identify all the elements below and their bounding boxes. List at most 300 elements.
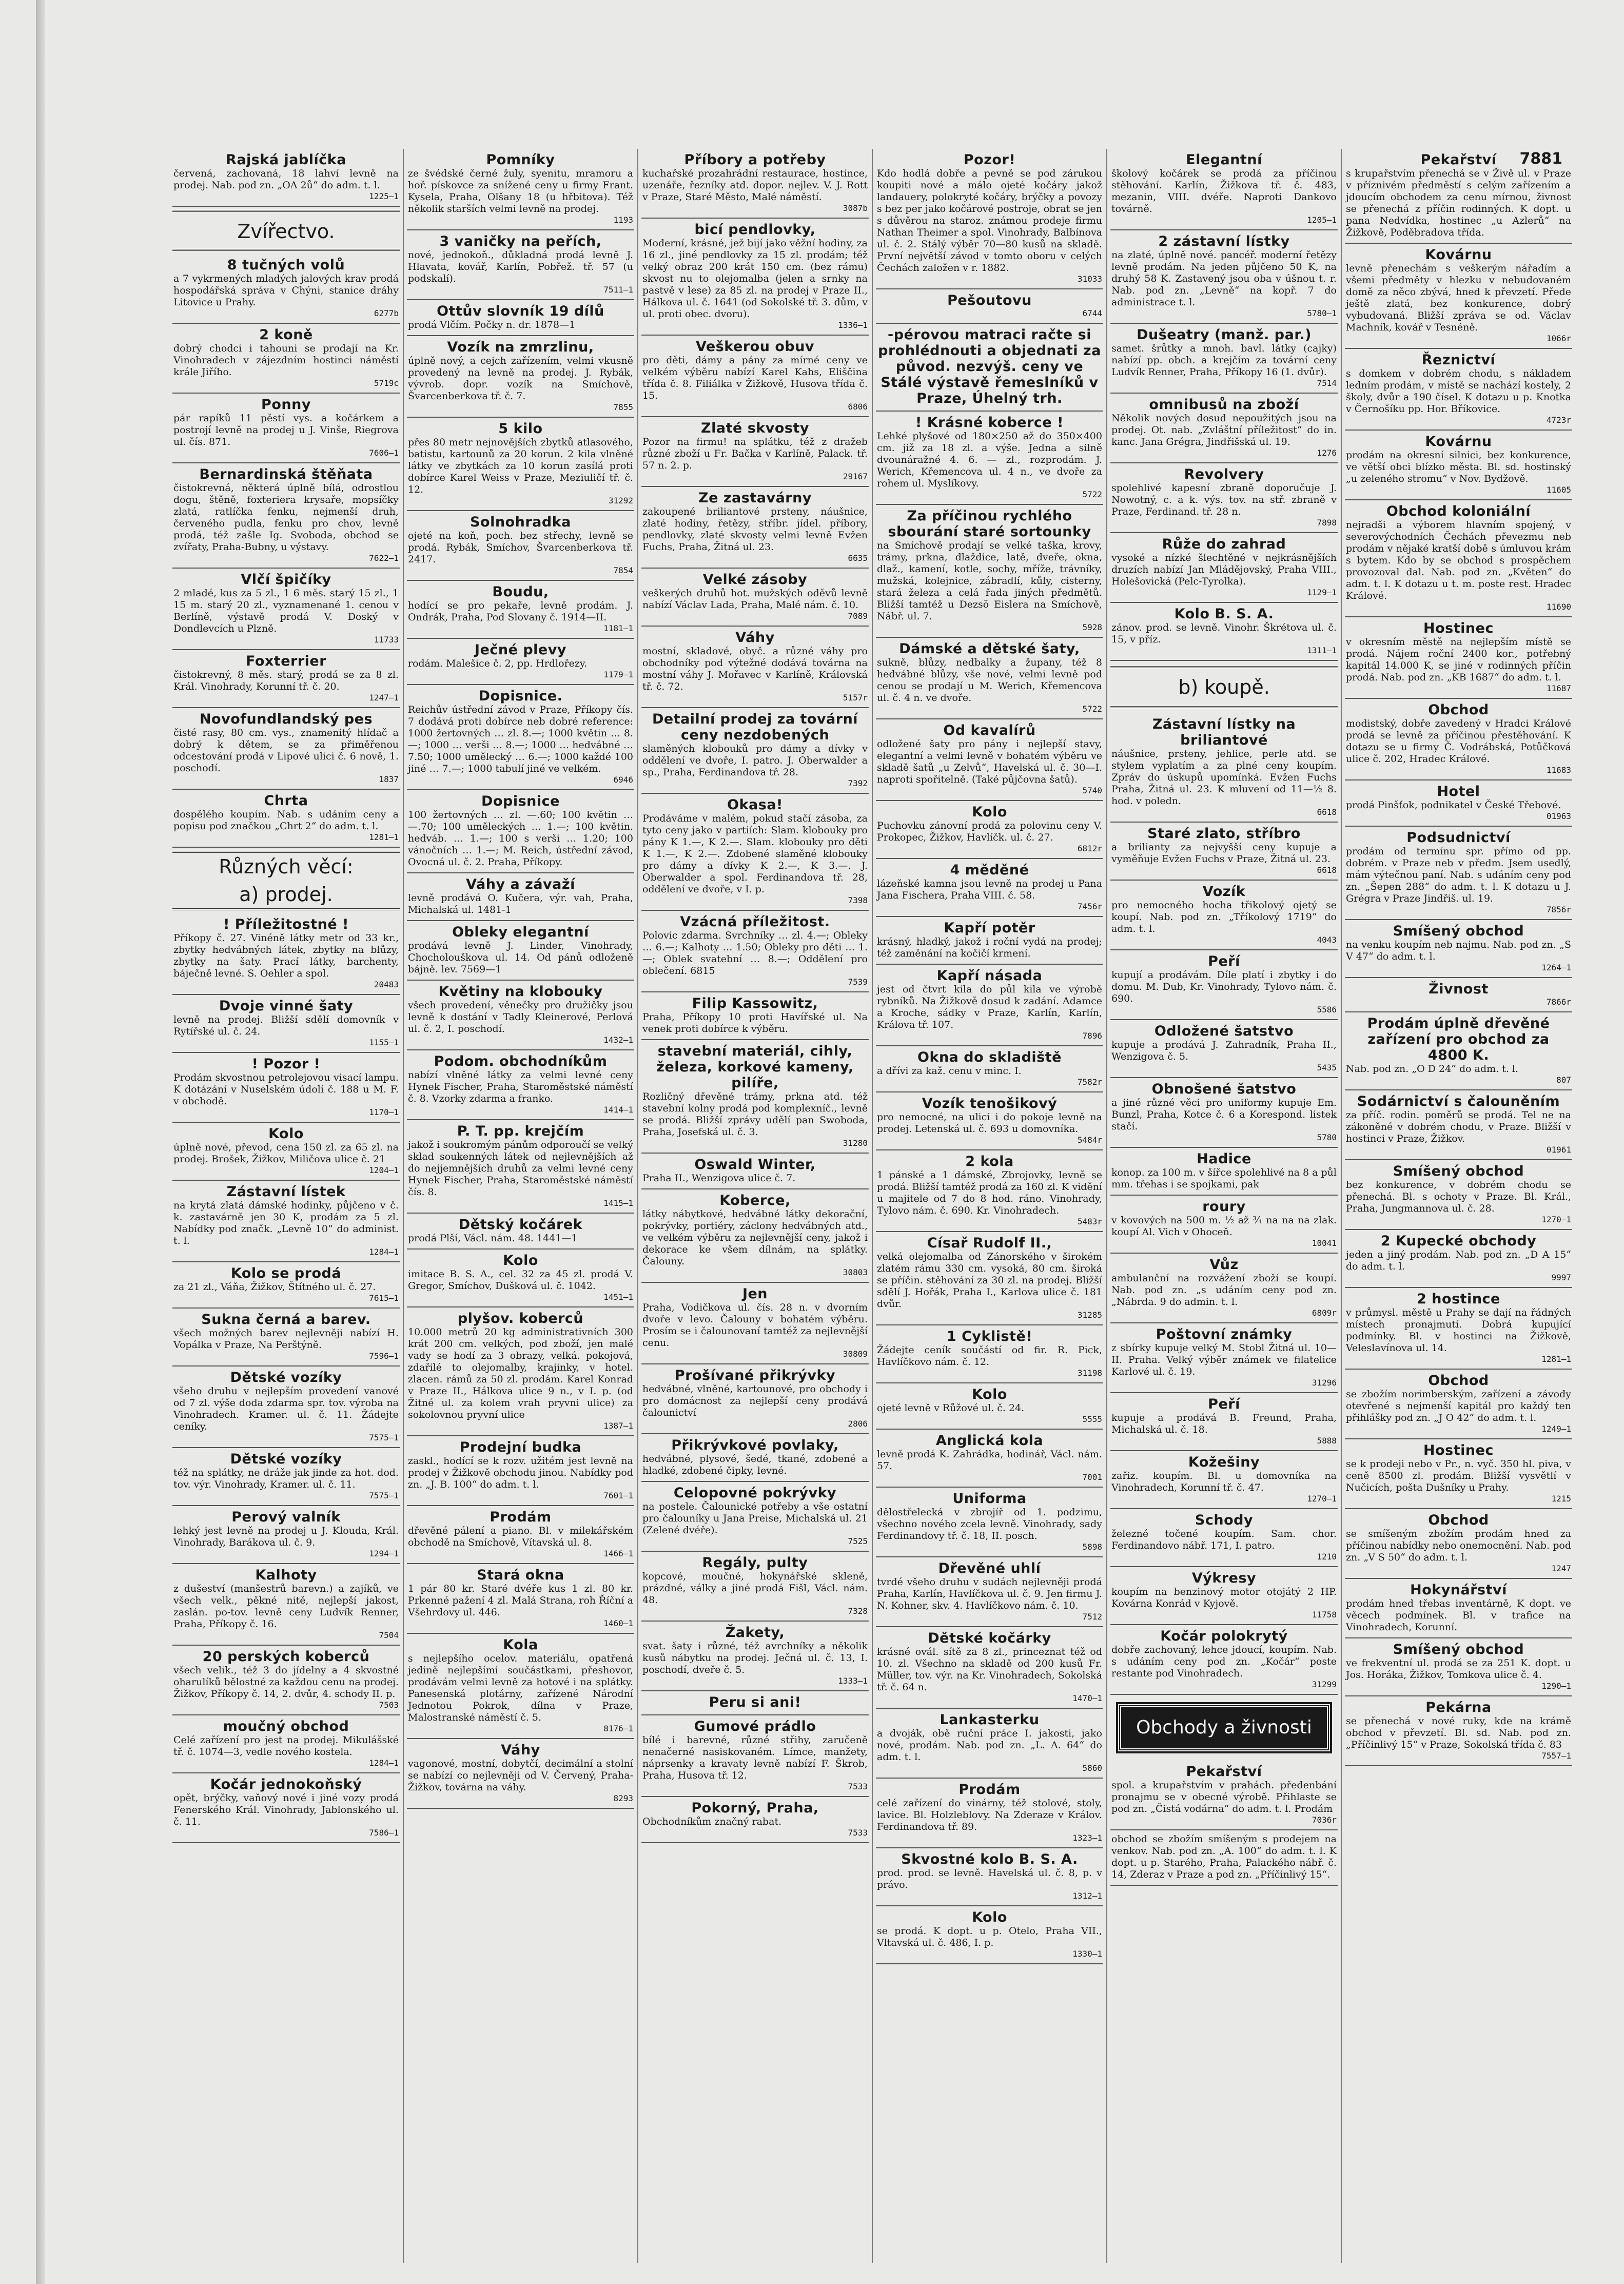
ad-code: 1281—1 [369,832,399,842]
ad-headline: Podom. obchodníkům [434,1053,608,1069]
ad-headline: Váhy a závaží [466,876,575,892]
ad-code: 7582r [1077,1077,1102,1087]
ad-headline: Kolo [972,1387,1007,1402]
ad-body: na postele. Čalounické potřeby a vše ostatní pro čalouníky u Jana Preise, Michalská ul. 21 (Zelené dvéře). [642,1501,868,1536]
ad-body: hodící se pro pekaře, levně prodám. J. Ondrák, Praha, Pod Slovany č. 1914—II. [408,600,633,623]
ad-headline: Váhy [735,630,775,646]
ad-body: a 7 vykrmených mladých jalových krav prodá hospodářská správa v Chýni, stanice dráhy Litovice u Prahy. [173,273,399,308]
classified-ad [1110,1625,1338,1695]
classified-ad [876,324,1103,412]
ad-headline: Kolo [503,1253,538,1268]
ad-body: se přenechá v nové ruky, kde na krámě obchod v převzetí. Bl. sd. Nab. pod zn. „Příčinlivý 15“ v Praze, Sokolská třída č. 83 [1346,1715,1571,1750]
classified-ad [172,708,400,790]
ad-headline: Stará okna [477,1567,564,1583]
ad-headline: Růže do zahrad [1162,536,1286,552]
ad-headline: Smíšený obchod [1393,1642,1524,1657]
ad-headline: ! Pozor ! [251,1056,321,1072]
ad-headline: Kožešiny [1188,1454,1260,1470]
ad-headline: 2 zástavní lístky [1158,233,1290,249]
ad-headline: Schody [1195,1512,1254,1528]
ad-headline: Prodám [490,1509,552,1525]
classified-ad [641,1797,869,1843]
ad-body: pro děti, dámy a pány za mírné ceny ve velkém výběru nabízí Karel Kahs, Eliščina třída č. 8. Filiálka v Žižkově, Husova třída č. 15. [642,355,868,401]
classified-ad [172,1773,400,1843]
ad-body: z dušeství (manšestrů barevn.) a zajíků, ve všech velk., pěkné nitě, nejlepší jakost, zaslán. po-tov. levně ceny Ludvík Renner, Praha, Příkopy č. 16. [173,1583,399,1630]
ad-code: 7601—1 [603,1491,633,1500]
classified-ad [1110,1567,1338,1625]
ad-headline: Rajská jablíčka [226,152,346,168]
ad-headline: Koberce, [719,1193,791,1208]
ad-code: 1270—1 [1541,1215,1571,1224]
ad-headline: roury [1202,1199,1246,1215]
ad-body: všeho druhu v nejlepším provedení vanové od 7 zl. výše doda zdarma spr. tov. výroba na Vinohradech. Kramer. ul. č. 11. Žádejte ceníky. [173,1385,399,1432]
ad-headline: P. T. pp. krejčím [457,1123,584,1139]
ad-headline: Živnost [1429,981,1489,997]
ad-body: Několik nových dosud nepoužitých jsou na prodej. Ot. nab. „Zvláštní příležitost“ do in. kanc. Jana Grégra, Jindřišská ul. 19. [1111,413,1337,447]
ad-body: čistokrevný, 8 měs. starý, prodá se za 8 zl. Král. Vinohrady, Korunní tř. č. 20. [173,669,399,692]
ad-code: 1387—1 [603,1421,633,1431]
classified-ad [876,1046,1103,1092]
ad-body: 1 pár 80 kr. Staré dvéře kus 1 zl. 80 kr. Prkenné pažení 4 zl. Malá Strana, roh Říční a Všehrdovy ul. 446. [408,1583,633,1618]
ad-code: 1170—1 [369,1107,399,1117]
ad-code: 8176—1 [603,1724,633,1733]
classified-ad [172,149,400,207]
ad-body: imitace B. S. A., cel. 32 za 45 zl. prodá V. Gregor, Smíchov, Dušková ul. č. 1042. [408,1268,633,1292]
classified-ad [1345,149,1572,244]
ad-headline: Hokynářství [1410,1582,1507,1598]
ad-body: svat. šaty i různé, též avrchníky a několik kusů nábytku na prodej. Ječná ul. č. 13, I. poschodí, dveře č. 5. [642,1641,868,1675]
ad-body: nejradši a výborem hlavním spojený, v severovýchodních Čechách převezmu neb prodám v nějaké kratší době s úmluvou krám s bytem. Kdo by se obchod s prospěchem provozoval dal. Nab. pod zn. „Květen“ do adm. t. l. K dotazu u t. m. poste rest. Hradec Králové. [1346,519,1571,601]
ad-code: 7525 [848,1536,868,1546]
ad-body: dospělého koupím. Nab. s udáním ceny a popisu pod značkou „Chrt 2“ do adm. t. l. [173,809,399,832]
ad-headline: Zástavní lístky na briliantové [1152,716,1296,748]
classified-ad [876,1092,1103,1150]
ad-body: levně prodá K. Zahrádka, hodinář, Václ. nám. 57. [877,1449,1102,1472]
ad-headline: Prošívané přikrývky [674,1368,836,1383]
ad-headline: omnibusů na zboží [1149,397,1299,413]
ad-headline: Kovárnu [1425,434,1492,450]
classified-ad [876,1848,1103,1906]
ad-headline: bicí pendlovky, [694,222,816,238]
ad-body: levně prodává O. Kučera, výr. vah, Praha, Michalská ul. 1481-1 [408,892,633,915]
ad-body: prodám od termínu spr. přímo od pp. dobrém. v Praze neb v předm. Jsem usedlý, mám výtečnou paní. Nab. s udáním ceny pod zn. „Šepen 288“ do adm. t. l. K dotazu u J. Grégra v Praze Jindřiš. ul. 19. [1346,846,1571,904]
ad-body: krásný, hladký, jakož i roční vydá na prodej; též zaměnání na kočičí krmení. [877,936,1102,959]
ad-headline: Velké zásoby [702,572,808,588]
ad-body: jest od čtvrt kila do půl kila ve výrobě rybníků. Na Žižkově dosud k zadání. Adamce a Kroche, sádky v Praze, Karlín, Karlín, Králova tř. 107. [877,984,1102,1030]
ad-headline: Pokorný, Praha, [691,1800,819,1816]
ad-headline: Výkresy [1191,1570,1257,1586]
ad-headline: Zlaté skvosty [701,420,809,436]
ad-code: 1247—1 [369,693,399,702]
ad-body: se smíšeným zbožím prodám hned za příčinou nabídky nebo onemocnění. Nab. pod zn. „V S 50“ do adm. t. l. [1346,1528,1571,1563]
ad-body: na venku koupím neb najmu. Nab. pod zn. „S V 47“ do adm. t. l. [1346,939,1571,962]
ad-code: 1414—1 [603,1105,633,1115]
ad-body: Nab. pod zn. „O D 24“ do adm. t. l. [1346,1063,1519,1075]
ad-code: 11690 [1546,602,1571,612]
ad-code: 1294—1 [369,1549,399,1558]
classified-ad [641,1552,869,1622]
classified-ad [172,1646,400,1715]
ad-headline: Kola [503,1637,538,1653]
ad-columns [169,149,1575,2263]
ad-headline: Peří [1208,1396,1240,1412]
binding-gutter [36,0,45,2284]
classified-ad [641,569,869,627]
classified-ad [1345,1579,1572,1638]
ad-body: Prodám skvostnou petrolejovou visací lampu. K dotázání v Nuselském údolí č. 188 u M. F. v obchodě. [173,1072,399,1107]
ad-body: lehký jest levně na prodej u J. Klouda, Král. Vinohrady, Barákova ul. č. 9. [173,1525,399,1548]
ad-headline: Foxterrier [245,653,327,669]
ad-body: zaskl., hodící se k rozv. užitém jest levně na prodej v Žižkově obchodu jinou. Nabídky pod zn. „J. B. 100“ do adm. t. l. [408,1455,633,1490]
ad-headline: Dušeatry (manž. par.) [1137,327,1312,343]
classified-ad [876,917,1103,965]
ad-code: 7089 [848,611,868,621]
column-4 [872,149,1106,2263]
page-number: 7881 [1519,150,1562,168]
ad-body: zánov. prod. se levně. Vinohr. Škrétova ul. č. 15, v příz. [1111,622,1337,645]
classified-ad [1345,1160,1572,1230]
ad-code: 5888 [1317,1436,1337,1446]
classified-ad [1110,394,1338,463]
classified-ad [1345,1090,1572,1160]
ad-code: 7615—1 [369,1293,399,1303]
ad-code: 6809r [1312,1308,1337,1318]
ad-headline: Od kavalírů [943,723,1036,738]
ad-body: Žádejte ceník součástí od fir. R. Pick, Havlíčkovo nám. č. 12. [877,1344,1102,1368]
classified-ad [876,965,1103,1046]
ad-headline: Odložené šatstvo [1154,1023,1294,1039]
ad-body: konop. za 100 m. v šířce spolehlivé na 8 a půl mm. třehas i se spojkami, pak [1111,1167,1337,1190]
ad-body: ze švédské černé žuly, syenitu, mramoru a hoř. pískovce za snížené ceny u firmy Frant. Kysela, Praha, Olšany 18 (u hřbitova). Též několik starších velmi levně na prodej. [408,168,633,214]
ad-headline: Dopisnice [481,793,560,809]
ad-headline: Anglická kola [935,1433,1044,1449]
ad-code: 1270—1 [1307,1494,1337,1504]
classified-ad [641,1691,869,1715]
ad-code: 7622—1 [369,553,399,563]
ad-body: všech provedení, věnečky pro družičky jsou levně k dostání v Tadly Kleinerové, Perlová ul. č. 2, I. poschodí. [408,1000,633,1034]
classified-ad [172,1262,400,1309]
ad-code: 3087b [843,203,868,213]
classified-ad [1110,463,1338,533]
classified-ad [1345,827,1572,920]
ad-headline: Prodejní budka [459,1439,582,1455]
ad-code: 7036r [1312,1815,1337,1825]
classified-ad [407,149,634,230]
classified-ad [1110,881,1338,950]
ad-body: pro nemocné, na ulici i do pokoje levně na prodej. Letenská ul. č. 693 u domovníka. [877,1111,1102,1135]
ad-headline: Dětské kočárky [928,1630,1051,1646]
ad-code: 5928 [1082,622,1102,632]
ad-body: v okresním městě na nejlepším místě se prodá. Nájem roční 2400 kor., potřebný kapitál 14.000 K, se jiné v rodinných příčin prodá. Nab. pod zn. „KB 1687“ do adm. t. l. [1346,636,1571,683]
ad-code: 30809 [843,1349,868,1359]
column-5 [1106,149,1341,2263]
ad-body: zařiz. koupím. Bl. u domovníka na Vinohradech, Korunní tř. č. 47. [1111,1470,1337,1493]
classified-ad [172,254,400,324]
classified-ad [1110,1761,1338,1830]
ad-headline: Vozík [1202,884,1246,900]
classified-ad [876,1557,1103,1627]
ad-headline: Kapří násada [936,968,1043,984]
classified-ad [641,794,869,911]
ad-code: 1210 [1317,1552,1337,1561]
classified-ad [407,790,634,873]
ad-body: prodá Pinšťok, podnikatel v České Třebové. [1346,799,1561,811]
classified-ad [1110,149,1338,230]
section-heading: b) koupě. [1110,666,1338,708]
classified-ad [641,992,869,1040]
ad-code: 7896 [1082,1031,1102,1041]
ad-body: levně přenechám s veškerým nářadím a všemi předměty v hlezku v nebudovaném domě za něco zbývá, hned k převzetí. Přede ještě zlatá, bez konkurence, dobrý vybudovaná. Bližší zpráva se od. Václav Machník, kovář v Tesnéně. [1346,263,1571,333]
ad-code: 1312—1 [1072,1891,1102,1901]
ad-headline: 4 měděné [950,862,1029,878]
ad-headline: Obchod [1428,1512,1489,1528]
classified-ad [407,685,634,790]
ad-code: 1336—1 [838,320,868,330]
ad-body: čistokrevná, některá úplně bílá, odrostlou dogu, štěně, foxteriera krysaře, mopsíčky zlatá, ratlíčka fenku, nejmenší druh, červeného pudla, fenku pro chov, levně prodá, též zašle Ig. Svoboda, obchod se zvířaty, Praha-Bubny, u výstavy. [173,482,399,553]
ad-code: 5435 [1317,1063,1337,1072]
ad-body: Pozor na firmu! na splátku, též z dražeb různé zboží u Fr. Bačka v Karlíně, Palack. tř. 57 n. 2. p. [642,436,868,471]
classified-ad [407,230,634,300]
ad-body: celé zařízení do vinárny, též stolové, stoly, lavice. Bl. Holzleblovy. Na Zderaze v Králov. Ferdinandova tř. 89. [877,1798,1102,1832]
classified-ad [876,1779,1103,1848]
ad-headline: Ječné plevy [475,642,566,658]
ad-code: 7575—1 [369,1433,399,1442]
ad-headline: Pekařství [1186,1764,1262,1780]
ad-headline: Novofundlandský pes [199,711,373,727]
ad-code: 20483 [374,980,399,989]
ad-body: krásné ovál. sítě za 8 zl., princeznat též od 10. zl. Všechno na skladě od 200 kusů Fr. Müller, tov. výr. na Kr. Vinohradech, Sokolská tř. č. 64 n. [877,1646,1102,1693]
ad-code: 6812r [1077,844,1102,853]
classified-ad [641,1622,869,1691]
ad-code: 31296 [1312,1378,1337,1388]
classified-ad [876,1488,1103,1557]
ad-body: Praha II., Wenzigova ulice č. 7. [642,1173,796,1184]
ad-code: 7328 [848,1606,868,1616]
ad-headline: Dětský kočárek [458,1217,583,1233]
ad-headline: Květiny na klobouky [438,984,603,1000]
classified-ad [1345,349,1572,431]
classified-ad [876,638,1103,719]
classified-ad [1345,1509,1572,1579]
ad-code: 1281—1 [1541,1354,1571,1364]
classified-ad [876,801,1103,859]
ad-code: 1323—1 [1072,1833,1102,1843]
column-1 [169,149,403,2263]
classified-ad [407,1436,634,1506]
ad-body: velká olejomalba od Zánorského v širokém zlatém rámu 330 cm. vysoká, 80 cm. široká se příčin. stěhování za 30 zl. na prodej. Bližší sdělí J. Hořák, Praha I., Karlova ulice č. 181 dvůr. [877,1251,1102,1310]
ad-headline: 2 Kupecké obchody [1380,1233,1537,1249]
ad-headline: plyšov. koberců [457,1311,584,1326]
ad-body: Obchodníkům značný rabat. [642,1816,782,1827]
ad-code: 7596—1 [369,1351,399,1361]
ad-headline: Kolo [972,1909,1007,1925]
ad-headline: Vlčí špičíky [241,572,331,588]
ad-body: na Smíchově prodají se velké taška, krovy, trámy, prkna, dlaždice, latě, dveře, okna, dlaž., kamení, kotle, sochy, mříže, trávníky, mužská, kolejnice, zábradlí, kůly, cisterny, stará železa a celá řada jiných předmětů. Bližší tamtéž u Dezsö Eislera na Smíchově, Nábř. ul. 7. [877,540,1102,622]
ad-body: koupím na benzinový motor otojátý 2 HP. Kovárna Konrád v Kyjově. [1111,1586,1337,1609]
ad-code: 7533 [848,1828,868,1838]
ad-headline: Dětské vozíky [230,1370,342,1385]
ad-body: Polovic zdarma. Svrchníky … zl. 4.—; Obleky … 6.—; Kalhoty … 1.50; Obleky pro děti … 1.—; Oblek svatební … 8.—; Oddělení pro oblečení. 6815 [642,930,868,977]
ad-headline: Celopovné pokrývky [673,1485,837,1501]
ad-code: 7514 [1317,378,1337,388]
classified-ad [1110,713,1338,823]
ad-code: 5740 [1082,786,1102,795]
classified-ad [172,1506,400,1564]
ad-body: se prodá. K dopt. u p. Otelo, Praha VII., Vltavská ul. č. 486, I. p. [877,1925,1102,1948]
ad-headline: Prodám [958,1782,1021,1798]
ad-headline: Kolo [268,1126,304,1142]
classified-ad [641,1154,869,1189]
ad-body: kupuje a prodává J. Zahradník, Praha II., Wenzigova č. 5. [1111,1039,1337,1062]
classified-ad [172,995,400,1053]
classified-ad [1345,500,1572,617]
ad-body: Celé zařízení pro jest na prodej. Mikulášské tř. č. 1074—3, vedle nového kostela. [173,1734,399,1758]
classified-ad [1345,780,1572,827]
ad-body: Příkopy č. 27. Vinéně látky metr od 33 kr., zbytky hedvábných látek, zbytky na blůzy, zbytky na šaty. Prací látky, barchenty, báječně levné. S. Oehler a spol. [173,932,399,979]
ad-code: 5722 [1082,490,1102,499]
classified-ad [1345,1012,1572,1090]
ad-code: 7898 [1317,518,1337,528]
classified-ad [407,639,634,685]
ad-code: 31292 [608,496,633,505]
ad-body: jakož i soukromým pánům odporoučí se velký sklad soukenných látek od nejlevnějších až do nejjemnějších druhů za velmi levné ceny Hynek Fischer, Praha, Staroměstské náměstí čís. 8. [408,1139,633,1198]
classified-ad [876,149,1103,289]
ad-body: úplně nové, převod, cena 150 zl. za 65 zl. na prodej. Brošek, Žižkov, Miličova ulice č. 21 [173,1142,399,1165]
ad-code: 1284—1 [369,1758,399,1768]
ad-headline: Uniforma [952,1491,1027,1507]
ad-body: spolehlivé kapesní zbraně doporučuje J. Nowotný, c. a k. výs. tov. na stř. zbraně v Praze, Ferdinand. tř. 28 n. [1111,482,1337,517]
ad-body: a brilianty za nejvyšší ceny kupuje a vyměňuje Evžen Fuchs v Praze, Žitná ul. 23. [1111,842,1337,865]
classified-ad [641,1283,869,1364]
ad-code: 7575—1 [369,1491,399,1500]
classified-ad [876,1383,1103,1430]
ad-headline: Dopisnice. [478,688,563,704]
ad-headline: ! Příležitostné ! [223,916,349,932]
classified-ad [876,505,1103,638]
ad-code: 1264—1 [1541,963,1571,972]
ad-headline: Peří [1208,953,1240,969]
classified-ad [1110,950,1338,1020]
ad-code: 5586 [1317,1005,1337,1014]
classified-ad [641,219,869,336]
ad-body: prodá Plší, Václ. nám. 48. 1441—1 [408,1233,578,1244]
classified-ad [876,412,1103,505]
ad-headline: Dřevěné uhlí [938,1560,1041,1576]
ad-headline: Hostinec [1423,620,1494,636]
ad-code: 5860 [1082,1763,1102,1773]
ad-headline: 2 kola [965,1154,1014,1169]
classified-ad [1110,1254,1338,1323]
ad-headline: Řeznictví [1421,352,1496,368]
ad-code: 1204—1 [369,1165,399,1175]
ad-body: se zbožím norimberským, zařízení a závody otevřené s nejmenší kapitál pro každý ten přihlášky pod zn. „J O 42“ do adm. t. l. [1346,1389,1571,1423]
ad-code: 5780—1 [1307,308,1337,318]
ad-body: prodám na okresní silnici, bez konkurence, ve větší obci blízko města. Bl. sd. hostinský „u zeleného stromu“ v Nov. Bydžově. [1346,450,1571,484]
ad-body: zakoupené briliantové prsteny, náušnice, zlaté hodiny, řetězy, stříbr. jídel. příbory, pendlovky, zlaté skvosty velmi levně Evžen Fuchs, Praha, Žitná ul. 23. [642,506,868,553]
ad-code: 7866r [1546,997,1571,1007]
classified-ad [172,324,400,394]
ad-headline: Regály, pulty [702,1555,808,1571]
ad-headline: Hostinec [1423,1442,1494,1458]
section-heading [172,851,400,910]
ad-body: rodám. Malešice č. 2, pp. Hrdlořezy. [408,658,588,669]
ad-headline: Obchod [1428,1373,1489,1389]
ad-body: s domkem v dobrém chodu, s nákladem ledním prodám, v místě se nachází kostely, 2 školy, dvůr a 190 čísel. K dotazu u p. Knotka v Černošíku pp. Hor. Bříkovice. [1346,368,1571,415]
ad-headline: Prodám úplně dřevěné zařízení pro obchod za 4800 K. [1367,1016,1550,1063]
ad-headline: Jen [742,1286,768,1302]
ad-code: 11687 [1546,684,1571,693]
ad-code: 5898 [1082,1542,1102,1552]
ad-body: kuchařské prozahrádní restaurace, hostince, uzenáře, řezníky atd. dopor. nejlev. V. J. Rott v Praze, Staré Město, Malé náměstí. [642,168,868,203]
ad-code: 7586—1 [369,1828,399,1838]
ad-code: 9997 [1551,1273,1571,1282]
ad-body: všech možných barev nejlevněji nabízí H. Vopálka v Praze, Na Perštýně. [173,1328,399,1351]
classified-ad [407,1250,634,1307]
ad-code: 1179—1 [603,670,633,679]
ad-body: levně na prodej. Bližší sdělí domovník v Rytířské ul. č. 24. [173,1014,399,1037]
ad-headline: Vozík na zmrzlinu, [447,339,594,355]
ad-headline: 2 hostince [1417,1291,1500,1307]
ad-headline: Obleky elegantní [452,924,589,940]
ad-code: 7856r [1546,905,1571,914]
ad-code: 31033 [1077,274,1102,284]
ad-headline: Ze zastavárny [698,490,812,506]
ad-body: přes 80 metr nejnovějších zbytků atlasového, batistu, kartounů za 20 korun. 2 kila vlněné látky ve zbytkách za 10 korun zasílá proti dobírce Karel Weiss v Praze, Meziuličí tř. č. 12. [408,437,633,495]
ad-body: dobře zachovaný, lehce jdoucí, koupím. Nab. s udáním ceny pod zn. „Kočár“ poste restante pod Vinohradech. [1111,1644,1337,1679]
ad-headline: Sodárnictví s čalouněním [1357,1094,1560,1109]
ad-code: 6744 [1082,308,1102,318]
section-heading: Zvířectvo. [172,210,400,251]
classified-ad [641,1364,869,1434]
classified-ad [172,394,400,463]
ad-headline: Obchod koloniální [1386,503,1531,519]
classified-ad [1345,1696,1572,1766]
ad-body: Kdo hodlá dobře a pevně se pod zárukou koupiti nové a málo ojeté kočáry jakož landauery, polokryté kočáry, brýčky a povozy s bez per jako kočárové postroje, obrat se jen s důvěrou na staroz. známou prodeje firmu Nathan Theimer a spol. Vinohrady, Balbínova ul. č. 2. Stálý výběr 70—80 kusů na skladě. První největší závod v tomto oboru v celých Čechách založen v r. 1882. [877,168,1102,274]
ad-code: 11683 [1546,765,1571,775]
ad-body: slaměných klobouků pro dámy a dívky v oddělení ve dvoře, I. patro. J. Oberwalder a sp., Praha, Ferdinandova tř. 28. [642,743,868,778]
ad-body: veškerých druhů hot. mužských oděvů levně nabízí Václav Lada, Praha, Malé nám. č. 10. [642,588,868,611]
classified-ad [407,1050,634,1120]
classified-ad [1345,431,1572,500]
ad-body: za 21 zl., Váňa, Žižkov, Štítného ul. č. 27. [173,1281,376,1293]
ad-headline: Poštovní známky [1156,1326,1293,1342]
ad-body: modistský, dobře zavedený v Hradci Králové prodá se levně za příčinou přestěhování. K dotazu se u firmy Č. Vodrábská, Potůčková ulice č. 202, Hradec Králové. [1346,718,1571,765]
ad-code: 5484r [1077,1135,1102,1145]
ad-code: 7392 [848,778,868,788]
ad-headline: Staré zlato, stříbro [1147,826,1301,842]
classified-ad [172,1448,400,1506]
ad-headline: Kočár jednokoňský [210,1777,362,1792]
ad-code: 6618 [1317,865,1337,875]
ad-headline: Dámské a dětské šaty, [899,641,1080,657]
ad-code: 1415—1 [603,1198,633,1208]
ad-body: též na splátky, ne dráže jak jinde za hot. dod. tov. výr. Vinohrady, Kramer. ul. č. 11. [173,1467,399,1490]
section-subtitle: a) prodej. [239,883,333,906]
ad-headline: Peru si ani! [709,1694,801,1710]
classified-ad [876,1627,1103,1709]
classified-ad [1110,1020,1338,1078]
classified-ad [641,336,869,417]
ad-headline: Pešoutovu [947,292,1032,308]
classified-ad [407,1120,634,1214]
ad-body: z sbírky kupuje velký M. Stobl Žitná ul. 10—II. Praha. Velký výběr známek ve filatelice Karlové ul. č. 19. [1111,1342,1337,1377]
ad-code: 7557—1 [1541,1751,1571,1761]
ad-code: 4723r [1546,415,1571,425]
ad-headline: Elegantní [1186,152,1262,168]
ad-code: 31198 [1077,1368,1102,1378]
ad-code: 5483r [1077,1217,1102,1226]
classified-ad [172,790,400,848]
